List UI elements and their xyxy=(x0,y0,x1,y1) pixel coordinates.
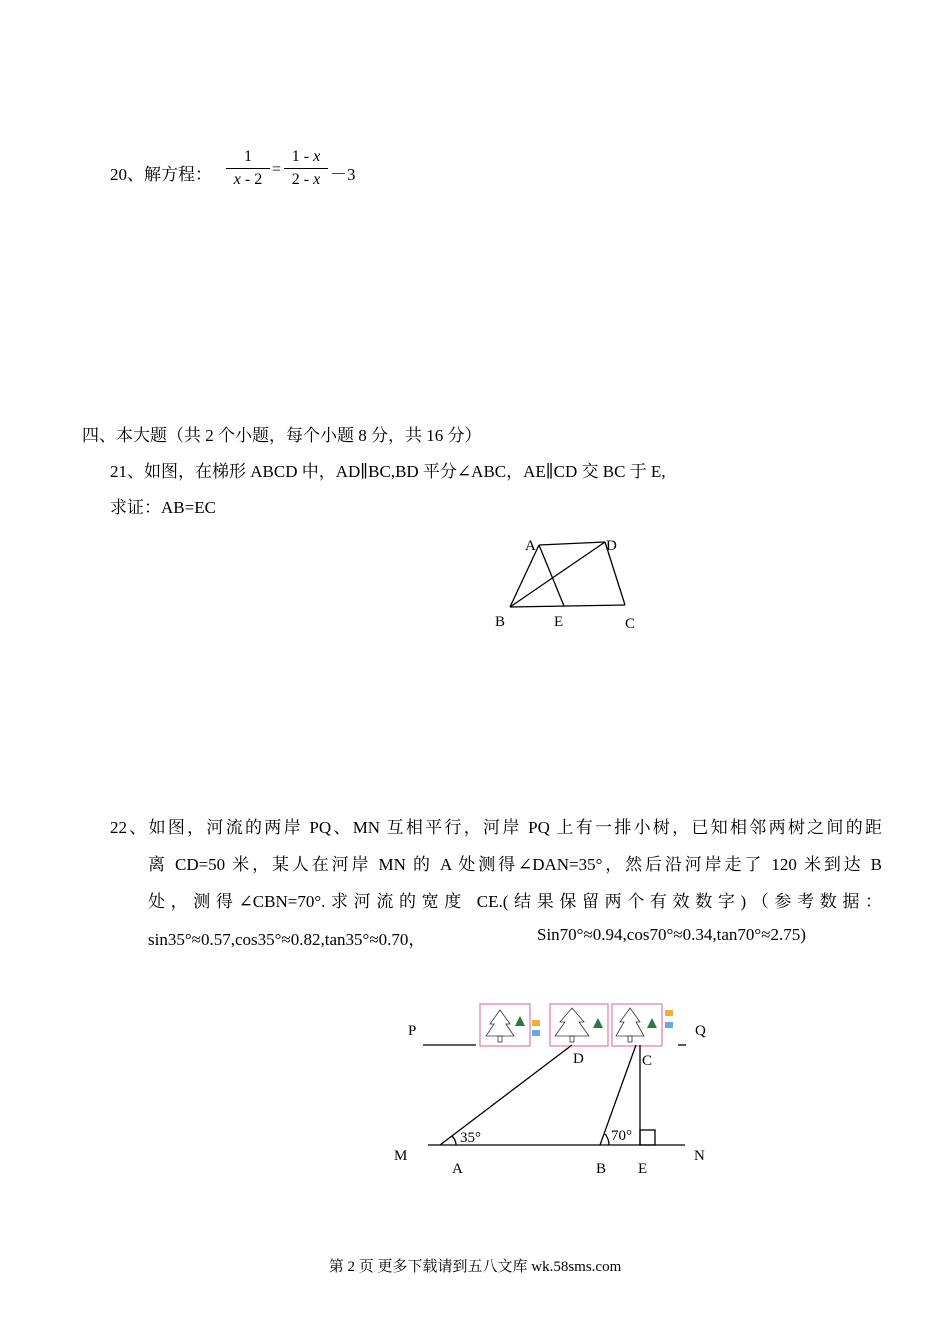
tree-picture-1 xyxy=(480,1004,540,1046)
q21-segment-ae xyxy=(539,545,564,606)
q20-frac1-denominator xyxy=(226,169,270,189)
q22-line-1: 22、如图，河流的两岸 PQ、MN 互相平行，河岸 PQ 上有一排小树，已知相邻两树之间的距 xyxy=(110,818,882,837)
q22-label-d: D xyxy=(573,1051,584,1067)
q20-equals: = xyxy=(272,161,282,178)
q21-line-2: 求证：AB=EC xyxy=(110,498,216,517)
q20-frac1-den-rest: - 2 xyxy=(240,171,263,188)
q22-river-figure xyxy=(390,990,730,1190)
q22-label-c: C xyxy=(642,1053,653,1069)
q22-label-m: M xyxy=(394,1148,408,1164)
q22-label-q: Q xyxy=(695,1023,706,1039)
q21-label-c: C xyxy=(625,616,636,632)
q21-label-d: D xyxy=(606,538,617,554)
q22-label-a: A xyxy=(452,1161,463,1177)
section-4-heading: 四、本大题（共 2 个小题，每个小题 8 分，共 16 分） xyxy=(82,426,482,445)
q20-frac2-den-rest: 2 - xyxy=(291,171,314,188)
q21-label-e: E xyxy=(554,614,564,630)
angle-arc-b xyxy=(605,1134,609,1145)
q22-label-p: P xyxy=(408,1023,417,1039)
q22-line-4a: sin35°≈0.57,cos35°≈0.82,tan35°≈0.70， xyxy=(148,930,426,949)
tree-picture-3 xyxy=(612,1004,673,1046)
q22-line-2: 离 CD=50 米，某人在河岸 MN 的 A 处测得∠DAN=35°，然后沿河岸走了 120 米到达 B xyxy=(148,855,882,874)
q22-line-3: 处，测得∠CBN=70°.求河流的宽度 CE.(结果保留两个有效数字)（参考数据： xyxy=(148,892,882,911)
q20-fraction-2 xyxy=(284,148,328,189)
tree-picture-2 xyxy=(550,1004,608,1046)
q20-frac2-num-var: x xyxy=(313,148,321,165)
q21-segment-ad xyxy=(539,542,605,545)
q20-frac2-num-rest: 1 - xyxy=(291,148,314,165)
q20-prefix: 20、解方程： xyxy=(110,165,212,184)
q20-frac2-numerator xyxy=(284,148,328,169)
q20-tail: －3 xyxy=(330,165,356,184)
q20-frac1-numerator: 1 xyxy=(226,148,270,169)
q22-label-e: E xyxy=(638,1161,648,1177)
q20-frac2-den-var: x xyxy=(313,171,321,188)
q20-frac2-denominator xyxy=(284,169,328,189)
q21-line-1: 21、如图，在梯形 ABCD 中，AD∥BC,BD 平分∠ABC，AE∥CD 交 BC 于 E, xyxy=(110,462,666,481)
q22-label-b: B xyxy=(596,1161,607,1177)
q21-segment-bc xyxy=(510,605,625,607)
right-angle-mark xyxy=(640,1130,655,1145)
q20-fraction-1 xyxy=(226,148,270,189)
q22-angle-70: 70° xyxy=(611,1128,632,1144)
q22-label-n: N xyxy=(694,1148,705,1164)
q22-angle-35: 35° xyxy=(460,1130,481,1146)
angle-arc-a xyxy=(452,1136,456,1145)
q21-label-a: A xyxy=(525,538,536,554)
q21-trapezoid-figure xyxy=(480,530,660,640)
q21-label-b: B xyxy=(495,614,506,630)
q20-frac1-den-var: x xyxy=(233,171,241,188)
page-footer: 第 2 页 更多下载请到五八文库 wk.58sms.com xyxy=(328,1259,622,1275)
q22-line-4b: Sin70°≈0.94,cos70°≈0.34,tan70°≈2.75) xyxy=(537,925,806,944)
